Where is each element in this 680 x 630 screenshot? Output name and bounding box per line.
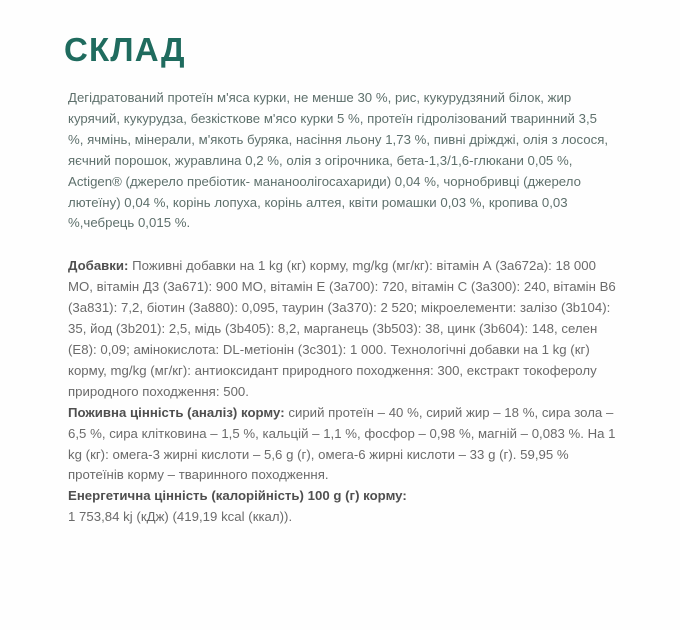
nutrition-text: сирий протеїн – 40 %, сирий жир – 18 %, сира зола – 6,5 %, сира клітковина – 1,5 %, кальцій – 1,1 %, фосфор – 0,98 %, магній – 0,083 %. На 1 kg (кг): омега-3 жирні кислоти – 5,6 g (г), омега-6 жирні кислоти – 33 g (г). 59,95 % протеїнів корму – тваринного походження.	[68, 404, 616, 483]
additives-paragraph	[68, 256, 616, 402]
page-title: СКЛАД	[64, 31, 186, 68]
energy-text: 1 753,84 kj (кДж) (419,19 kcal (ккал)).	[68, 509, 293, 525]
energy-label: Енергетична цінність (калорійність) 100 g (г) корму:	[68, 488, 407, 504]
composition-content	[68, 88, 616, 528]
additives-text: Поживні добавки на 1 kg (кг) корму, mg/kg (мг/кг): вітамін А (3а672а): 18 000 МО, вітамін Д3 (3а671): 900 МО, вітамін Е (3а700): 720, вітамін С (3а300): 240, вітамін В6 (3а831): 7,2, біотин (3а880): 0,095, таурин (3а370): 2 520; мікроелементи: залізо (3b104): 35, йод (3b201): 2,5, мідь (3b405): 8,2, марганець (3b503): 38, цинк (3b604): 148, селен (Е8): 0,09; амінокислота: DL-метіонін (3с301): 1 000. Технологічні добавки на 1 kg (кг) корму, mg/kg (мг/кг): антиоксидант природного походження: 300, екстракт токоферолу природного походження: 500.	[68, 258, 616, 399]
composition-text: Дегідратований протеїн м'яса курки, не менше 30 %, рис, кукурудзяний білок, жир курячий, кукурудза, безкісткове м'ясо курки 5 %, протеїн гідролізований тваринний 3,5 %, ячмінь, мінерали, м'якоть буряка, насіння льону 1,73 %, пивні дріжджі, олія з лосося, яєчний порошок, журавлина 0,2 %, олія з огірочника, бета-1,3/1,6-глюкани 0,05 %, Actigen® (джерело пребіотик- мананоолігосахариди) 0,04 %, чорнобривці (джерело лютеїну) 0,04 %, корінь лопуха, корінь алтея, квіти ромашки 0,03 %, кропива 0,03 %,чебрець 0,015 %.	[68, 90, 609, 231]
nutrition-label: Поживна цінність (аналіз) корму:	[68, 404, 285, 420]
nutrition-paragraph	[68, 403, 616, 487]
composition-paragraph	[68, 88, 616, 234]
energy-paragraph	[68, 486, 616, 528]
additives-label: Добавки:	[68, 258, 129, 274]
